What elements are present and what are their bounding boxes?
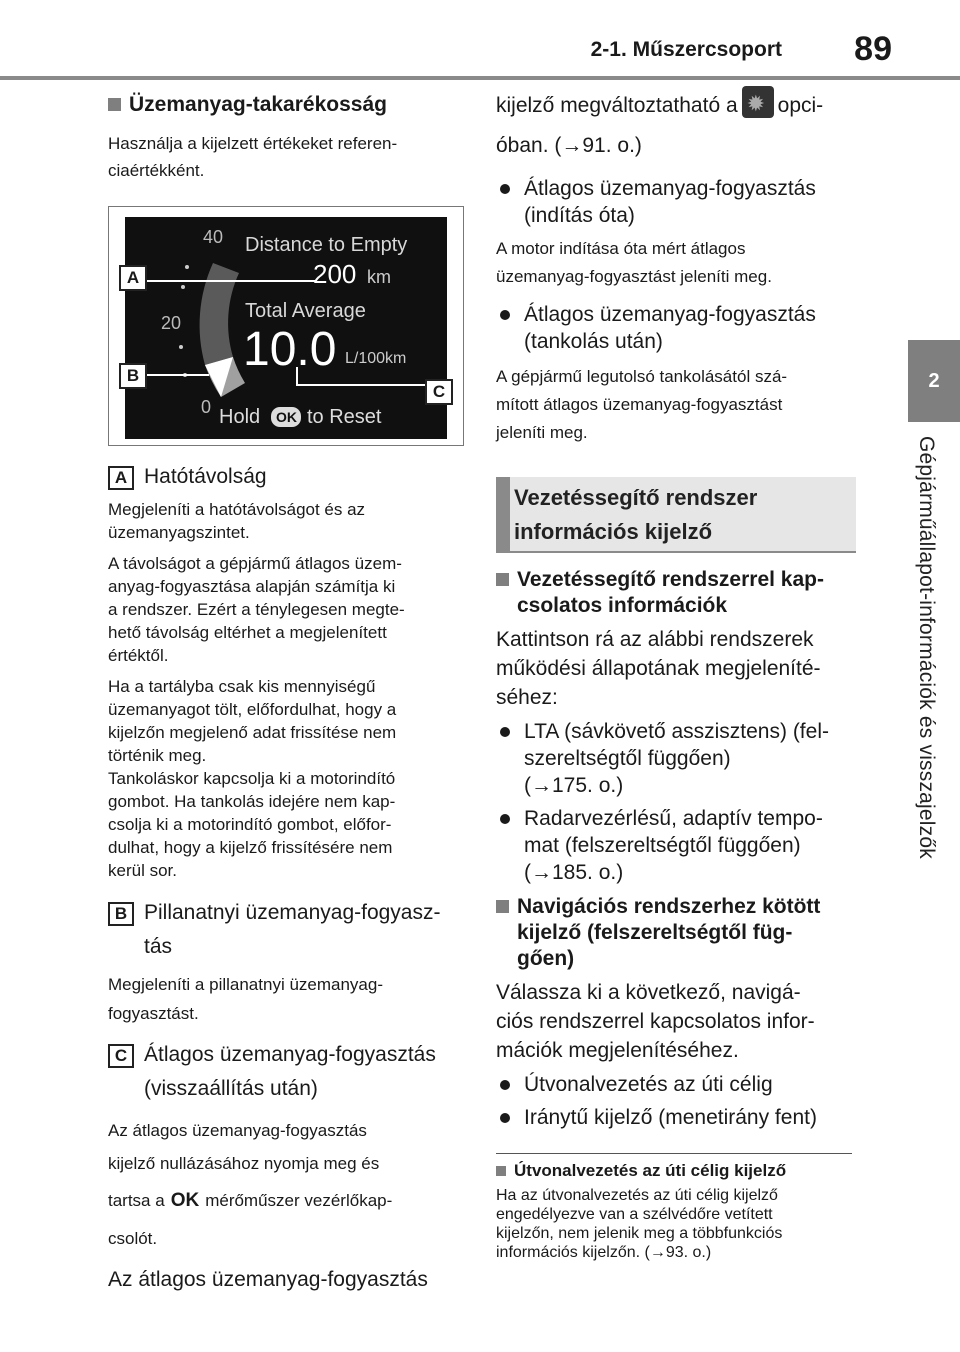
route-display-text: Ha az útvonalvezetés az úti célig kijelző engedélyezve van a szélvédőre vetített kijelzőn, nem jelenik meg a többfunkciós információs kijelzőn. (→93. o.) [496, 1187, 783, 1261]
heading-navigation: Navigációs rendszerhez kötött kijelző (felszereltségtől füg- gően) [496, 894, 856, 972]
page-header [0, 0, 960, 80]
assist-info-text: Kattintson rá az alábbi rendszerek működési állapotának megjeleníté- séhez: [496, 628, 821, 709]
section-title: 2-1. Műszercsoport [590, 38, 782, 61]
label-a: A [108, 466, 134, 490]
item-c-tail: Az átlagos üzemanyag-fogyasztás [108, 1268, 428, 1291]
avg-value: 10.0 [243, 323, 337, 376]
callout-b: B [119, 363, 147, 389]
dte-value: 200 [313, 259, 357, 289]
page-number: 89 [854, 30, 892, 68]
fuel-display-figure [108, 206, 464, 446]
scale-40: 40 [203, 227, 224, 247]
item-b-title: B Pillanatnyi üzemanyag-fogyasz- tás [108, 896, 468, 964]
dte-label: Distance to Empty [245, 234, 408, 256]
heading-assist-info: Vezetéssegítő rendszerrel kap- csolatos információk [496, 567, 856, 619]
bullet-dot-icon [500, 727, 510, 737]
bullet-dot-icon [500, 814, 510, 824]
bullet-dot-icon [500, 310, 510, 320]
divider [496, 1153, 852, 1154]
avg-label: Total Average [245, 300, 366, 322]
bullet-since-refuel-desc: A gépjármű legutolsó tankolásától szá- mított átlagos üzemanyag-fogyasztást jeleníti meg. [496, 367, 788, 442]
callout-a: A [119, 265, 147, 291]
item-c-p1: Az átlagos üzemanyag-fogyasztás kijelző nullázásához nyomja meg és tartsa a OK mérőműszer vezérlőkap- csolót. [108, 1121, 393, 1248]
bullet-since-refuel: Átlagos üzemanyag-fogyasztás (tankolás után) [496, 301, 856, 355]
heading-route-display: Útvonalvezetés az úti célig kijelző [496, 1160, 856, 1182]
dte-unit: km [367, 267, 391, 287]
bullet-dot-icon [500, 184, 510, 194]
heading-fuel-economy: Üzemanyag-takarékosság [108, 92, 468, 118]
scale-0: 0 [201, 397, 212, 417]
bullet-since-start-desc: A motor indítása óta mért átlagos üzemanyag-fogyasztást jeleníti meg. [496, 239, 772, 286]
item-b-p1: Megjeleníti a pillanatnyi üzemanyag- fogyasztást. [108, 975, 383, 1023]
item-a-p2: A távolságot a gépjármű átlagos üzem- anyag-fogyasztása alapján számítja ki a rendszer. Ezért a ténylegesen megte- hető távolság eltérhet a megjelenített értéktől. [108, 554, 405, 665]
item-a-p3: Ha a tartályba csak kis mennyiségű üzemanyagot tölt, előfordulhat, hogy a kijelzőn megjelenő adat frissítése nem történik meg. Tankoláskor kapcsolja ki a motorindító gombot. Ha tankolás idejére nem kap- csolja ki a motorindító gombot, előfor- dulhat, hogy a kijelző frissítésére nem kerül sor. [108, 677, 397, 880]
label-b: B [108, 902, 134, 926]
right-column [496, 88, 856, 1262]
square-bullet-icon [496, 573, 509, 586]
square-bullet-icon [496, 900, 509, 913]
bullet-route-guidance: Útvonalvezetés az úti célig [496, 1071, 856, 1098]
gear-icon [742, 86, 774, 118]
display-screen [125, 217, 447, 439]
hold-text: Hold [219, 406, 261, 428]
chapter-tab: 2 [908, 340, 960, 422]
header-rule [0, 76, 960, 80]
reset-text: to Reset [307, 406, 382, 428]
item-c-title: C Átlagos üzemanyag-fogyasztás (visszaállítás után) [108, 1038, 468, 1106]
square-bullet-icon [108, 98, 121, 111]
intro-text: Használja a kijelzett értékeket referen- ciaértékként. [108, 134, 398, 180]
ok-badge: OK [276, 409, 297, 425]
fuel-gauge-band [200, 263, 239, 365]
item-a-title: A Hatótávolság [108, 460, 468, 494]
left-column [108, 88, 468, 1294]
section-header-driving-assist: Vezetéssegítő rendszer információs kijelző [496, 477, 856, 553]
bullet-lta: LTA (sávkövető asszisztens) (fel- szereltségtől függően) (→175. o.) [496, 718, 856, 799]
avg-unit: L/100km [345, 350, 407, 367]
label-c: C [108, 1044, 134, 1068]
bullet-dot-icon [500, 1113, 510, 1123]
item-a-p1: Megjeleníti a hatótávolságot és az üzemanyagszintet. [108, 500, 366, 542]
chapter-title: Gépjárműállapot-információk és visszajelzők [915, 436, 938, 859]
bullet-since-start: Átlagos üzemanyag-fogyasztás (indítás óta) [496, 175, 856, 229]
scale-20: 20 [161, 313, 182, 333]
square-bullet-icon [496, 1166, 506, 1176]
bullet-radar-cruise: Radarvezérlésű, adaptív tempo- mat (felszereltségtől függően) (→185. o.) [496, 805, 856, 886]
navigation-text: Válassza ki a következő, navigá- ciós rendszerrel kapcsolatos infor- mációk megjelenítéséhez. [496, 981, 815, 1062]
bullet-compass: Iránytű kijelző (menetirány fent) [496, 1104, 856, 1131]
right-cont: kijelző megváltoztatható a✹ opci- óban. (→91. o.) [496, 86, 856, 163]
ok-button-glyph: OK [170, 1190, 200, 1211]
gauge-graphic [125, 217, 447, 439]
bullet-dot-icon [500, 1080, 510, 1090]
callout-c: C [425, 379, 453, 405]
